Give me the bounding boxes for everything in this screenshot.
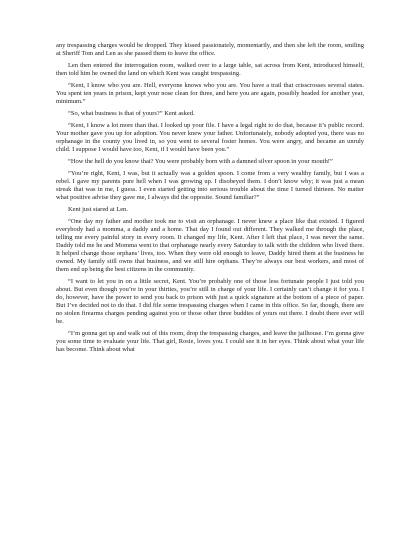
paragraph-8: Kent just stared at Len. xyxy=(68,206,128,214)
paragraph-4: “So, what business is that of yours?” Kent asked. xyxy=(68,110,195,117)
paragraph-3: “Kent, I know who you are. Hell, everyone knows who you are. You have a trail that crisscrosses several states. You spent ten years in prison, kept your nose clean for three, and here you are again, possibly headed for another year, minimum.” xyxy=(56,81,364,106)
paragraph-1: any trespassing charges would be dropped. They kissed passionately, momentarily, and then she left the room, smiling at Sheriff Tom and Len as she passed them to leave the office. xyxy=(56,42,364,58)
paragraph-2: Len then entered the interrogation room, walked over to a large table, sat across from Kent, introduced himself, then told him he owned the land on which Kent was caught trespassing. xyxy=(56,61,364,78)
paragraph-11: “I’m gonna get up and walk out of this room, drop the trespassing charges, and leave the jailhouse. I’m gonna give you some time to evaluate your life. That girl, Rosie, loves you. I could see it in her eyes. Think about what your life has become. Think about what xyxy=(56,330,364,354)
paragraph-5: “Kent, I know a lot more than that. I looked up your file. I have a legal right to do that, because it’s public record. Your mother gave you up for adoption. You never knew your father. Unfortunately, nobody adopted you, there was no orphanage in the county you lived in, so you went to several foster homes. You were angry, and became an unruly child. I suppose I would have too, Kent, if I would have been you.” xyxy=(56,121,364,154)
paragraph-7: “You’re right, Kent, I was, but it actually was a golden spoon. I come from a very wealthy family, but I was a rebel. I gave my parents pure hell when I was growing up. I disobeyed them. I don’t know why; it was just a mean streak that was in me, I guess. I even started getting into serious trouble about the time I turned thirteen. No matter what positive advise they gave me, I always did the opposite. Sound familiar?” xyxy=(56,169,364,202)
paragraph-6: “How the hell do you know that? You were probably born with a damned silver spoon in your mouth!” xyxy=(68,158,333,166)
paragraph-10: “I want to let you in on a little secret, Kent. You’re probably one of those less fortunate people I just told you about. But even though you’re in your thirties, you’re still in charge of your life. I certainly can’t change it for you. I do, however, have the power to send you back to prison with just a quick signature at the bottom of a piece of paper. But I’ve decided not to do that. I did file some trespassing charges when I came in this office. So far, though, there are no stolen firearms charges pending against you or those other three buddies of yours out there. I doubt there ever will be. xyxy=(56,278,364,326)
paragraph-9: “One day my father and mother took me to visit an orphanage. I never knew a place like that existed. I figured everybody had a momma, a daddy and a home. That day I found out different. They walked me through the place, telling me every painful story in every room. It changed my life, Kent. After I left that place, I was never the same. Daddy told me he and Momma went to that orphanage nearly every Saturday to talk with the children who lived there. It helped change those orphans’ lives, too. When they were old enough to leave, Daddy hired them at the business he owned. My family still owns that business, and we still hire orphans. They’re always our best workers, and most of them end up being the best citizens in the community. xyxy=(56,217,364,274)
